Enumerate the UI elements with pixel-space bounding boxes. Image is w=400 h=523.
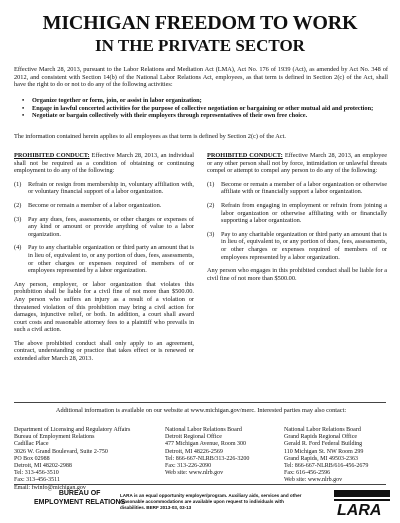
left-heading-text: Effective March 28, 2013, an individual shall not be required as a condition of obtaining or continuing employment to do any of the following: bbox=[14, 152, 195, 175]
left-item bbox=[14, 181, 194, 196]
bureau-line: BUREAU OF bbox=[58, 490, 101, 497]
contact-line: Detroit, MI 48226-2569 bbox=[165, 448, 223, 455]
contact-email[interactable]: Email: fwinfo@michigan.gov bbox=[14, 484, 86, 491]
contact-nlrb-grand-rapids bbox=[284, 427, 368, 485]
left-column bbox=[14, 152, 194, 369]
intro-paragraph: Effective March 28, 2013, pursuant to the Labor Relations and Mediation Act (LMA), Act No. 176 of 1939 (Act), as amended by Act No. 348 of 2012, and consistent with Section 14(b) of the National Labor Relations Act, employees, as that term is defined in Section 2(c) of the Act, shall have the right to do or not to do any of the following activities: bbox=[14, 66, 388, 89]
item-text: Pay any dues, fees, assessments, or other charges or expenses of any kind or amount or provide anything of value to a labor organization. bbox=[28, 215, 194, 238]
left-item bbox=[14, 202, 194, 210]
page-subtitle: IN THE PRIVATE SECTOR bbox=[95, 36, 305, 55]
contact-line: Grand Rapids Regional Office bbox=[284, 434, 358, 441]
contact-line: 110 Michigan St. NW Room 299 bbox=[284, 448, 364, 455]
lara-logo-text: LARA bbox=[337, 502, 382, 518]
right-penalty-paragraph: Any person who engages in this prohibited conduct shall be liable for a civil fine of not more than $500.00. bbox=[207, 267, 387, 282]
item-number: (1) bbox=[14, 180, 22, 188]
item-number: (3) bbox=[207, 230, 215, 238]
contact-lara-ber bbox=[14, 427, 130, 492]
applies-statement: The information contained herein applies to all employees as that term is defined by Section 2(c) of the Act. bbox=[14, 133, 286, 140]
contact-line: Tel: 866-667-NLRB/313-226-3200 bbox=[165, 455, 250, 462]
left-note-paragraph: The above prohibited conduct shall only apply to an agreement, contract, understanding or practice that takes effect or is renewed or extended after March 28, 2013. bbox=[14, 339, 194, 363]
contact-line: Grand Rapids, MI 49503-2363 bbox=[284, 455, 358, 462]
item-text: Become or remain a member of a labor organization or otherwise affiliate with or financially support a labor organization. bbox=[221, 180, 387, 196]
lara-logo-icon bbox=[332, 488, 392, 518]
contact-line: Tel: 866-667-NLRB/616-456-2679 bbox=[284, 462, 369, 469]
right-item bbox=[207, 231, 387, 261]
contact-line: 3026 W. Grand Boulevard, Suite 2-750 bbox=[14, 448, 108, 455]
item-text: Refrain from engaging in employment or refrain from joining a labor organization or otherwise affiliating with or financially supporting a labor organization. bbox=[221, 201, 387, 225]
bureau-line: EMPLOYMENT RELATIONS bbox=[34, 498, 126, 506]
rights-item: • Engage in lawful concerted activities for the purpose of collective negotiation or bargaining or other mutual aid and protection; bbox=[22, 105, 382, 113]
item-text: Become or remain a member of a labor organization. bbox=[28, 201, 162, 209]
right-item bbox=[207, 202, 387, 225]
footer-divider bbox=[14, 484, 386, 485]
contact-line: Detroit, MI 48202-2988 bbox=[14, 462, 72, 469]
item-number: (3) bbox=[14, 215, 22, 223]
contact-line: Tel: 313-456-3510 bbox=[14, 470, 59, 477]
divider bbox=[14, 402, 386, 403]
contact-line: Detroit Regional Office bbox=[165, 434, 222, 441]
left-penalty-paragraph: Any person, employer, or labor organization that violates this prohibition shall be liable for a civil fine of not more than $500.00. Any person who suffers an injury as a result of a violation or threatened violation of this prohibition may bring a civil action for damages, injunctive relief, or both. In addition, a court shall award court costs and reasonable attorney fees to a plaintiff who prevails in such a civil action. bbox=[14, 280, 194, 334]
contact-website[interactable]: Web site: www.nlrb.gov bbox=[165, 470, 224, 477]
contact-line: National Labor Relations Board bbox=[284, 427, 361, 433]
rights-item: • Organize together or form, join, or assist in labor organization; bbox=[22, 97, 382, 105]
rights-list bbox=[22, 97, 382, 120]
item-text: Pay to any charitable organization or third party an amount that is in lieu of, equivalent to, or any portion of dues, fees, assessments, or other charges or expenses required of members of or employees represented by a labor organization. bbox=[221, 230, 387, 261]
item-text: Pay to any charitable organization or third party an amount that is in lieu of, equivalent to, or any portion of dues, fees, assessments, or other charges or expenses required of members of or employees represented by a labor organization. bbox=[28, 244, 194, 275]
contact-line: National Labor Relations Board bbox=[165, 427, 242, 433]
right-heading-label: PROHIBITED CONDUCT: bbox=[207, 152, 283, 159]
contact-line: Fax: 616-456-2596 bbox=[284, 470, 331, 477]
item-text: Refrain or resign from membership in, voluntary affiliation with, or voluntary financial support of a labor organization. bbox=[28, 180, 194, 196]
equal-opportunity-statement: LARA is an equal opportunity employer/program. Auxiliary aids, services and other reasonable accommodations are available upon request to individuals with disabilities. BERF 2013-03, 03-13 bbox=[120, 493, 302, 510]
right-heading-text: Effective March 28, 2013, an employee or any other person shall not by force, intimidation or unlawful threats compel or attempt to compel any person to do any of the following: bbox=[207, 152, 387, 175]
item-number: (2) bbox=[14, 201, 22, 209]
additional-info: Additional information is available on our website at www.michigan.gov/merc. Interested parties may also contact: bbox=[55, 407, 347, 414]
left-item bbox=[14, 216, 194, 239]
contact-line: PO Box 02988 bbox=[14, 455, 50, 462]
contact-nlrb-detroit bbox=[165, 427, 249, 477]
footer bbox=[14, 488, 386, 518]
item-number: (1) bbox=[207, 180, 215, 188]
bureau-logo bbox=[34, 490, 125, 507]
item-number: (2) bbox=[207, 201, 215, 209]
left-heading-label: PROHIBITED CONDUCT: bbox=[14, 152, 90, 159]
contact-line: Bureau of Employment Relations bbox=[14, 434, 95, 441]
contact-line: Fax: 313-456-3511 bbox=[14, 477, 60, 484]
page-title: MICHIGAN FREEDOM TO WORK bbox=[42, 12, 358, 34]
left-item bbox=[14, 244, 194, 274]
item-number: (4) bbox=[14, 244, 22, 252]
right-item bbox=[207, 181, 387, 196]
rights-item: • Negotiate or bargain collectively with their employers through representatives of their own free choice. bbox=[22, 112, 382, 120]
contact-line: Department of Licensing and Regulatory Affairs bbox=[14, 427, 131, 433]
right-column bbox=[207, 152, 387, 288]
contact-line: 477 Michigan Avenue, Room 300 bbox=[165, 441, 247, 448]
left-prohibited-heading bbox=[14, 152, 194, 175]
contact-website[interactable]: Web site: www.nlrb.gov bbox=[284, 477, 343, 484]
contact-line: Cadillac Place bbox=[14, 441, 49, 448]
right-prohibited-heading bbox=[207, 152, 387, 175]
contact-line: Gerald R. Ford Federal Building bbox=[284, 441, 363, 448]
contact-line: Fax: 313-226-2090 bbox=[165, 462, 212, 469]
